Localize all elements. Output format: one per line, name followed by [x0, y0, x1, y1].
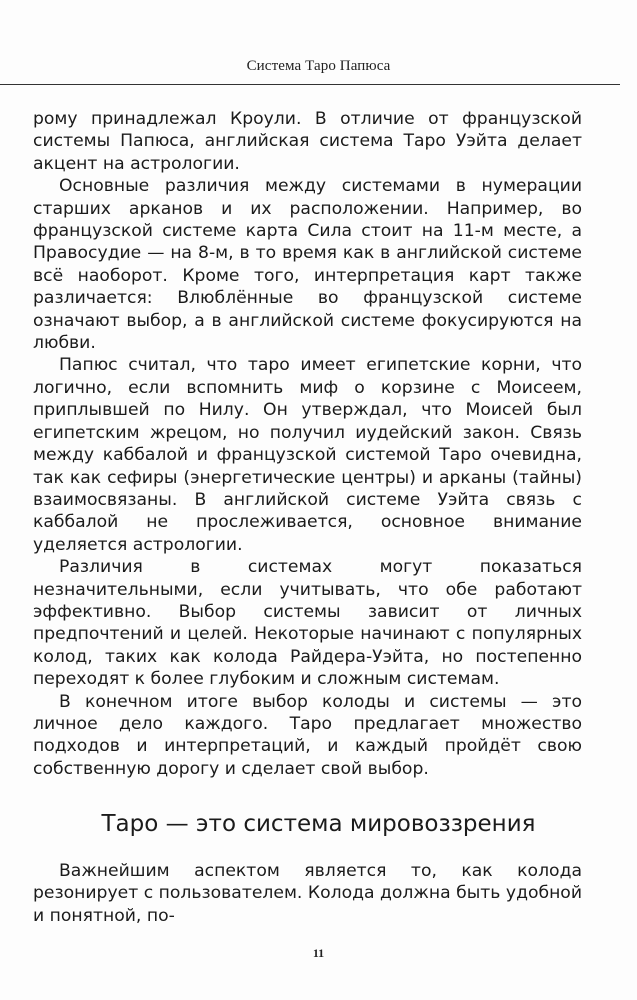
body-text — [33, 108, 582, 780]
page-number: 11 — [312, 946, 325, 960]
paragraph: Папюс считал, что таро имеет египетские корни, что логично, если вспомнить миф о корзине с Моисеем, приплывшей по Нилу. Он утверждал, что Моисей был египетским жрецом, но получил иудейский закон. Связь между каббалой и французской системой Таро очевидна, так как сефиры (энергетические центры) и арканы (тайны) взаимосвязаны. В английской системе Уэйта связь с каббалой не прослеживается, основное внимание уделяется астрологии. — [33, 355, 582, 555]
header-rule — [0, 84, 620, 85]
section-body-text — [33, 860, 582, 927]
paragraph-continued: рому принадлежал Кроули. В отличие от французской системы Папюса, английская система Таро Уэйта делает акцент на астрологии. — [33, 109, 582, 174]
paragraph: Основные различия между системами в нумерации старших арканов и их расположении. Например, во французской системе карта Сила стоит на 11-м месте, а Правосудие — на 8-м, в то время как в английской системе всё наоборот. Кроме того, интерпретация карт также различается: Влюблённые во французской системе означают выбор, а в английской системе фокусируются на любви. — [33, 176, 582, 354]
paragraph: Различия в системах могут показаться незначительными, если учитывать, что обе работают эффективно. Выбор системы зависит от личных предпочтений и целей. Некоторые начинают с популярных колод, таких как колода Райдера-Уэйта, но постепенно переходят к более глубоким и сложным системам. — [33, 557, 582, 690]
paragraph: В конечном итоге выбор колоды и системы — это личное дело каждого. Таро предлагает множество подходов и интерпретаций, и каждый пройдёт свою собственную дорогу и сделает свой выбор. — [33, 691, 582, 779]
paragraph: Важнейшим аспектом является то, как колода резонирует с пользователем. Колода должна быть удобной и понятной, по- — [33, 861, 582, 926]
running-head: Система Таро Папюса — [246, 58, 391, 74]
section-heading: Таро — это система мировоззрения — [101, 811, 536, 837]
